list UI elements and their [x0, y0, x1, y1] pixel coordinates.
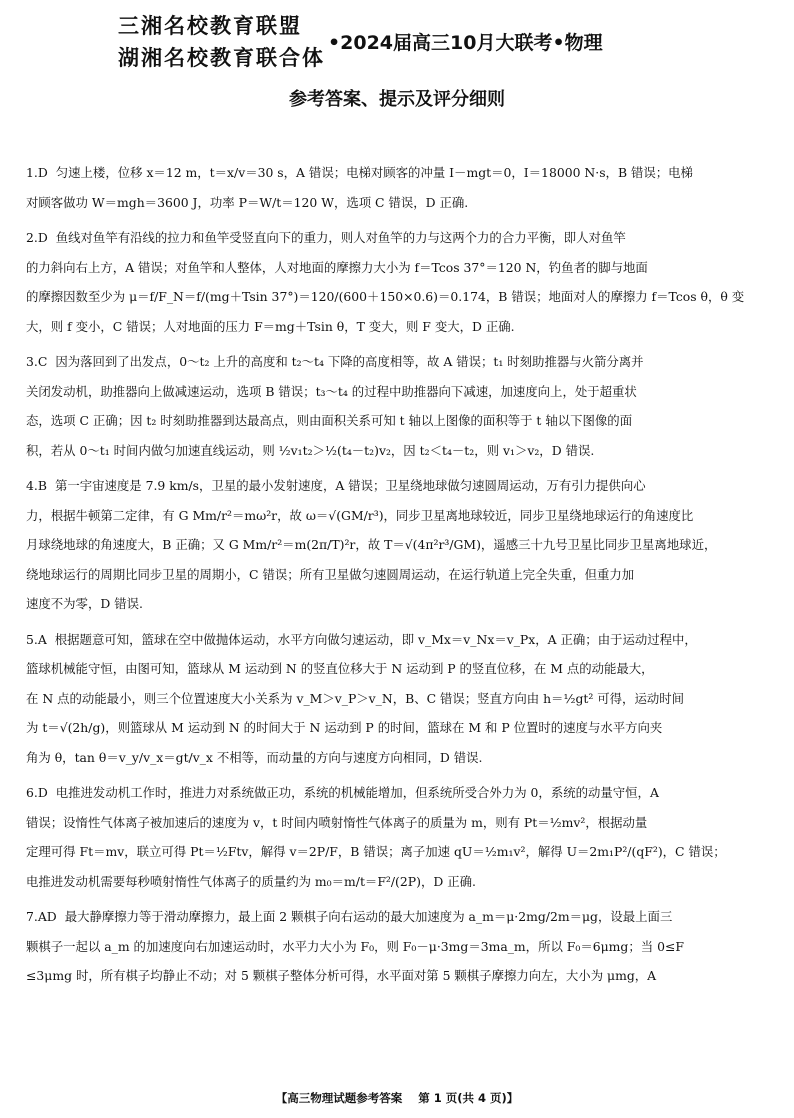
answer-text: 因为落回到了出发点，0～t₂ 上升的高度和 t₂～t₄ 下降的高度相等，故 A 错误；t₁ 时刻助推器与火箭分离并: [55, 354, 644, 369]
answer-line: [26, 808, 771, 838]
answer-line: [26, 312, 771, 342]
answer-line: [26, 158, 771, 188]
answer-item: [26, 158, 771, 217]
answer-line: [26, 253, 771, 283]
answer-list: [26, 158, 771, 997]
document-header: [118, 8, 738, 78]
answer-item: [26, 902, 771, 991]
answer-text: 电推进发动机需要每秒喷射惰性气体离子的质量约为 m₀＝m/t＝F²/(2P)，D 正确.: [26, 873, 476, 889]
answer-line: [26, 625, 771, 655]
answer-number: 1.D: [26, 165, 48, 180]
answer-line: [26, 188, 771, 218]
answer-line: [26, 501, 771, 531]
answer-line: [26, 961, 771, 991]
exam-title: •2024届高三10月大联考•物理: [328, 32, 603, 54]
answer-line: [26, 589, 771, 619]
answer-text: 大，则 f 变小，C 错误；人对地面的压力 F＝mg＋Tsin θ，T 变大，则 F 变大，D 正确.: [26, 318, 515, 334]
answer-text: 匀速上楼，位移 x＝12 m，t＝x/v＝30 s，A 错误；电梯对顾客的冲量 I－mgt＝0，I＝18000 N·s，B 错误；电梯: [55, 165, 693, 180]
answer-text: 在 N 点的动能最小，则三个位置速度大小关系为 v_M＞v_P＞v_N，B、C 错误；竖直方向由 h＝½gt² 可得，运动时间: [26, 690, 685, 706]
answer-item: [26, 223, 771, 341]
answer-text: 定理可得 Ft＝mv，联立可得 Pt＝½Ftv，解得 v＝2P/F，B 错误；离子加速 qU＝½m₁v²，解得 U＝2m₁P²/(qF²)，C 错误；: [26, 844, 726, 859]
answer-line: [26, 902, 771, 932]
answer-text: 力，根据牛顿第二定律，有 G Mm/r²＝mω²r，故 ω＝√(GM/r³)，同步卫星离地球较近，同步卫星绕地球运行的角速度比: [26, 507, 694, 523]
answer-line: [26, 282, 771, 312]
answer-line: [26, 436, 771, 466]
answer-line: [26, 743, 771, 773]
answer-line: [26, 778, 771, 808]
answer-text: 对顾客做功 W＝mgh＝3600 J，功率 P＝W/t＝120 W，选项 C 错误，D 正确.: [26, 194, 469, 210]
answer-text: 绕地球运行的周期比同步卫星的周期小，C 错误；所有卫星做匀速圆周运动，在运行轨道上完全失重，但重力加: [26, 566, 635, 582]
org-name-line2: 湖湘名校教育联合体: [118, 46, 325, 70]
answer-text: 鱼线对鱼竿有沿线的拉力和鱼竿受竖直向下的重力，则人对鱼竿的力与这两个力的合力平衡，即人对鱼竿: [55, 230, 626, 245]
answer-line: [26, 347, 771, 377]
answer-item: [26, 625, 771, 773]
answer-text: 积，若从 0～t₁ 时间内做匀加速直线运动，则 ½v₁t₂＞½(t₄－t₂)v₂，因 t₂＜t₄－t₂，则 v₁＞v₂，D 错误.: [26, 442, 595, 458]
answer-text: 关闭发动机，助推器向上做减速运动，选项 B 错误；t₃～t₄ 的过程中助推器向下减速，加速度向上，处于超重状: [26, 383, 637, 399]
answer-number: 5.A: [26, 631, 47, 647]
org-name-line1: 三湘名校教育联盟: [118, 14, 302, 38]
answer-line: [26, 684, 771, 714]
answer-text: 颗棋子一起以 a_m 的加速度向右加速运动时，水平力大小为 F₀，则 F₀－μ·3mg＝3ma_m，所以 F₀＝6μmg；当 0≤F: [26, 938, 684, 954]
answer-text: 篮球机械能守恒，由图可知，篮球从 M 运动到 N 的竖直位移大于 N 运动到 P 的竖直位移，在 M 点的动能最大，: [26, 661, 654, 676]
answer-line: [26, 654, 771, 684]
answer-text: 态，选项 C 正确；因 t₂ 时刻助推器到达最高点，则由面积关系可知 t 轴以上图像的面积等于 t 轴以下图像的面: [26, 413, 633, 428]
answer-text: 速度不为零，D 错误.: [26, 596, 143, 611]
answer-text: 的摩擦因数至少为 μ＝f/F_N＝f/(mg＋Tsin 37°)＝120/(600＋150×0.6)＝0.174，B 错误；地面对人的摩擦力 f＝Tcos θ，θ 变: [26, 289, 745, 304]
answer-text: 第一宇宙速度是 7.9 km/s，卫星的最小发射速度，A 错误；卫星绕地球做匀速圆周运动，万有引力提供向心: [54, 478, 646, 493]
footer-page-number: 第 1 页(共 4 页)】: [418, 1091, 519, 1105]
answer-line: [26, 837, 771, 867]
answer-text: 的力斜向右上方，A 错误；对鱼竿和人整体，人对地面的摩擦力大小为 f＝Tcos 37°＝120 N，钓鱼者的脚与地面: [26, 259, 648, 275]
answer-item: [26, 778, 771, 896]
answer-line: [26, 406, 771, 436]
answer-text: 角为 θ，tan θ＝v_y/v_x＝gt/v_x 不相等，而动量的方向与速度方向相同，D 错误.: [26, 749, 483, 765]
document-subtitle: 参考答案、提示及评分细则: [289, 89, 505, 110]
answer-line: [26, 713, 771, 743]
answer-text: 根据题意可知，篮球在空中做抛体运动，水平方向做匀速运动，即 v_Mx＝v_Nx＝v_Px，A 正确；由于运动过程中，: [54, 631, 697, 647]
answer-line: [26, 867, 771, 897]
answer-item: [26, 471, 771, 619]
answer-item: [26, 347, 771, 465]
footer-title: 【高三物理试题参考答案: [275, 1091, 403, 1105]
answer-text: 月球绕地球的角速度大，B 正确；又 G Mm/r²＝m(2π/T)²r，故 T＝√(4π²r³/GM)，遥感三十九号卫星比同步卫星离地球近，: [26, 537, 717, 552]
answer-text: ≤3μmg 时，所有棋子均静止不动；对 5 颗棋子整体分析可得，水平面对第 5 颗棋子摩擦力向左，大小为 μmg，A: [26, 968, 657, 983]
answer-number: 3.C: [26, 354, 48, 369]
answer-line: [26, 932, 771, 962]
answer-line: [26, 560, 771, 590]
answer-line: [26, 223, 771, 253]
answer-text: 错误；设惰性气体离子被加速后的速度为 v，t 时间内喷射惰性气体离子的质量为 m，则有 Pt＝½mv²，根据动量: [26, 814, 648, 830]
answer-number: 2.D: [26, 230, 48, 245]
answer-line: [26, 530, 771, 560]
answer-number: 6.D: [26, 785, 48, 800]
answer-number: 7.AD: [26, 909, 57, 924]
answer-number: 4.B: [26, 478, 47, 493]
answer-line: [26, 377, 771, 407]
answer-text: 为 t＝√(2h/g)，则篮球从 M 运动到 N 的时间大于 N 运动到 P 的时间，篮球在 M 和 P 位置时的速度与水平方向夹: [26, 720, 663, 735]
page-footer: [0, 1090, 794, 1106]
answer-text: 电推进发动机工作时，推进力对系统做正功，系统的机械能增加，但系统所受合外力为 0，系统的动量守恒，A: [55, 785, 659, 800]
answer-line: [26, 471, 771, 501]
answer-text: 最大静摩擦力等于滑动摩擦力，最上面 2 颗棋子向右运动的最大加速度为 a_m＝μ·2mg/2m＝μg，设最上面三: [64, 909, 673, 924]
